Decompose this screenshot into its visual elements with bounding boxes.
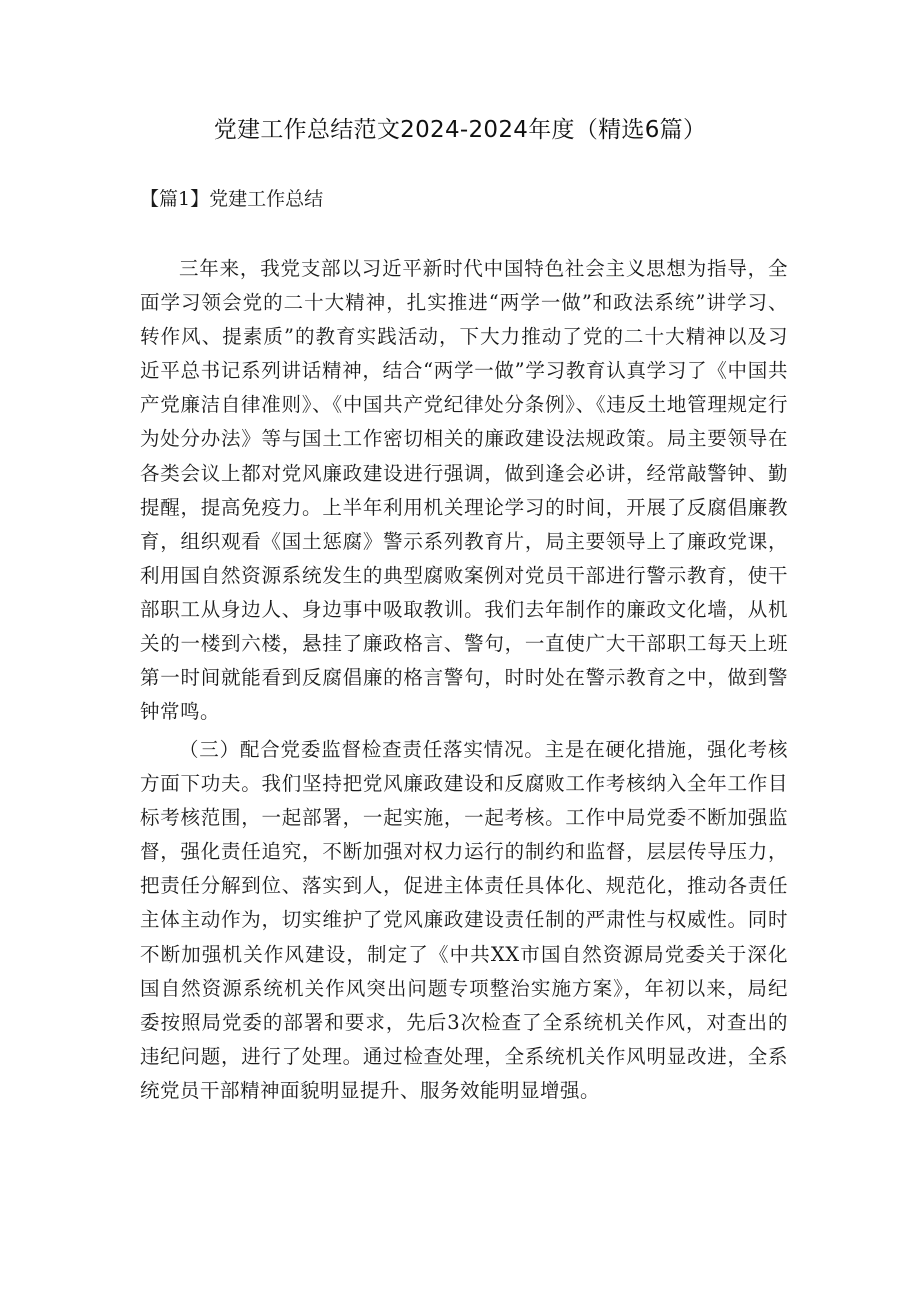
document-title: 党建工作总结范文2024-2024年度（精选6篇） — [213, 117, 707, 143]
body-paragraph-1: 三年来，我党支部以习近平新时代中国特色社会主义思想为指导，全面学习领会党的二十大精神，扎实推进“两学一做”和政法系统”讲学习、转作风、提素质”的教育实践活动，下大力推动了党的二十大精神以及习近平总书记系列讲话精神，结合“两学一做”学习教育认真学习了《中国共产党廉洁自律准则》、《中国共产党纪律处分条例》、《违反土地管理规定行为处分办法》等与国土工作密切相关的廉政建设法规政策。局主要领导在各类会议上都对党风廉政建设进行强调，做到逢会必讲，经常敲警钟、勤提醒，提高免疫力。上半年利用机关理论学习的时间，开展了反腐倡廉教育，组织观看《国土惩腐》警示系列教育片，局主要领导上了廉政党课，利用国自然资源系统发生的典型腐败案例对党员干部进行警示教育，使干部职工从身边人、身边事中吸取教训。我们去年制作的廉政文化墙，从机关的一楼到六楼，悬挂了廉政格言、警句，一直使广大干部职工每天上班第一时间就能看到反腐倡廉的格言警句，时时处在警示教育之中，做到警钟常鸣。 — [140, 257, 788, 724]
section-heading: 【篇1】党建工作总结 — [140, 188, 324, 210]
body-paragraph-2: （三）配合党委监督检查责任落实情况。主是在硬化措施，强化考核方面下功夫。我们坚持把党风廉政建设和反腐败工作考核纳入全年工作目标考核范围，一起部署，一起实施，一起考核。工作中局党委不断加强监督，强化责任追究，不断加强对权力运行的制约和监督，层层传导压力，把责任分解到位、落实到人，促进主体责任具体化、规范化，推动各责任主体主动作为，切实维护了党风廉政建设责任制的严肃性与权威性。同时不断加强机关作风建设，制定了《中共XX市国自然资源局党委关于深化国自然资源系统机关作风突出问题专项整治实施方案》，年初以来，局纪委按照局党委的部署和要求，先后3次检查了全系统机关作风，对查出的违纪问题，进行了处理。通过检查处理，全系统机关作风明显改进，全系统党员干部精神面貌明显提升、服务效能明显增强。 — [140, 738, 788, 1102]
